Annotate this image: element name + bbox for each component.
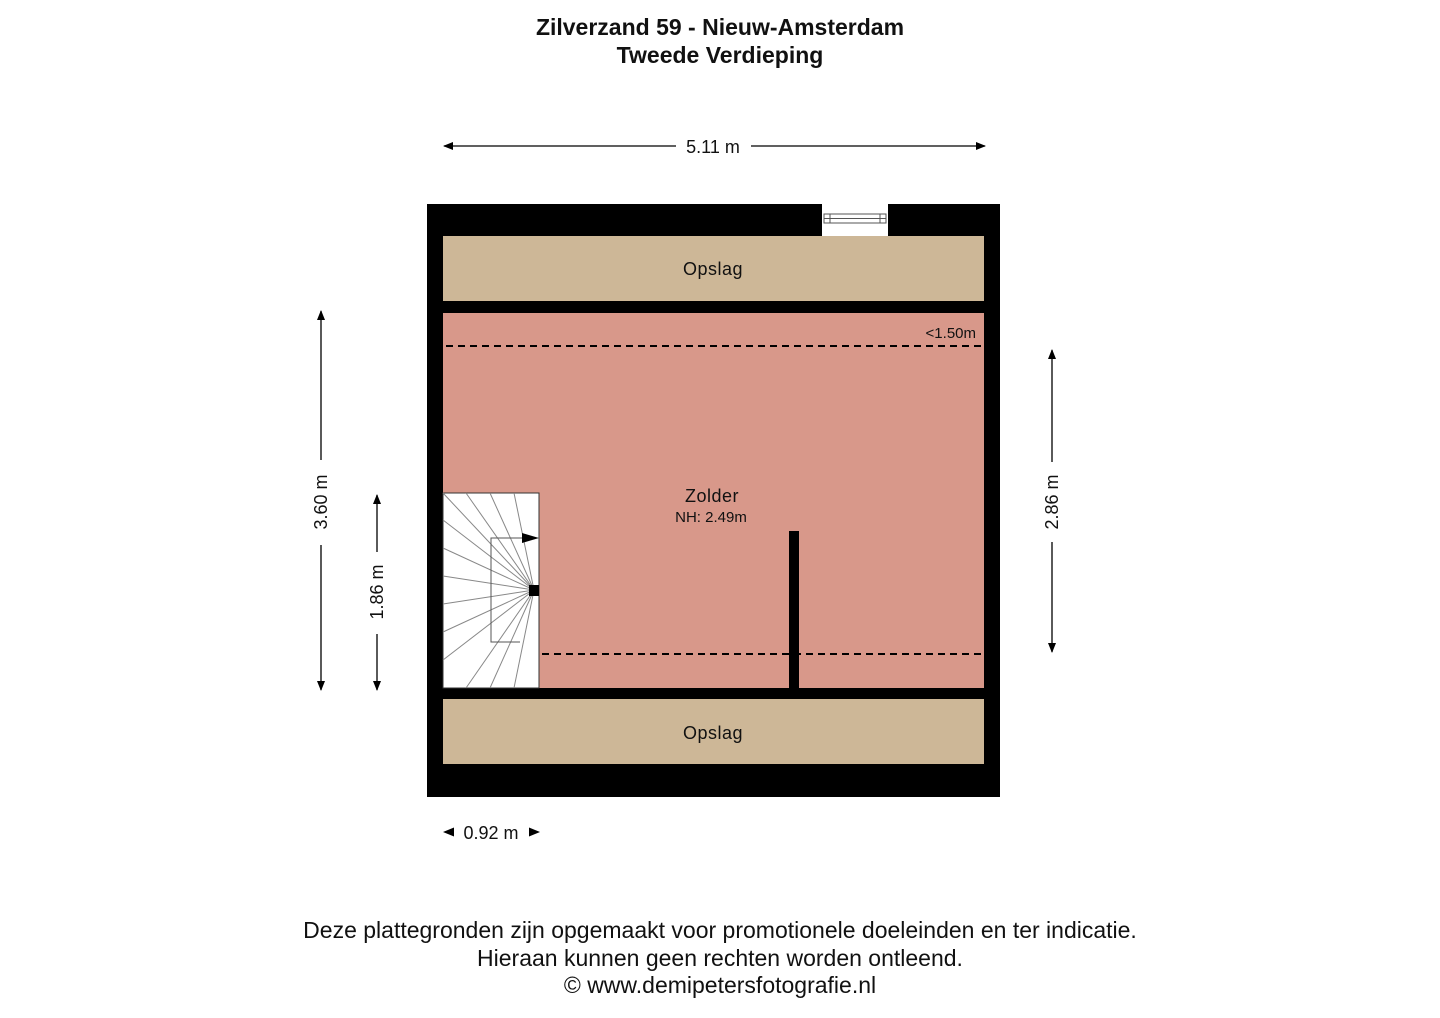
dim-label-stair-width: 0.92 m xyxy=(463,823,519,843)
floor-subtitle: Tweede Verdieping xyxy=(616,42,824,68)
staircase xyxy=(443,493,539,688)
dim-label-right: 2.86 m xyxy=(1042,474,1062,530)
storage-label-bottom: Opslag xyxy=(682,723,744,743)
stair-newel-post xyxy=(529,585,539,596)
storage-label-top: Opslag xyxy=(682,259,744,279)
dim-arrow-stair-width-left xyxy=(443,828,454,837)
disclaimer-line-1: Deze plattegronden zijn opgemaakt voor promotionele doeleinden en ter indicatie. xyxy=(303,917,1137,943)
dim-label-depth: 3.60 m xyxy=(311,474,331,530)
dim-label-width: 5.11 m xyxy=(686,137,740,157)
attic-label: Zolder xyxy=(684,486,740,506)
low-ceiling-label: <1.50m xyxy=(925,325,976,342)
page-title: Zilverzand 59 - Nieuw-Amsterdam xyxy=(535,14,905,40)
dim-arrow-stair-width-right xyxy=(529,828,540,837)
attic-height-label: NH: 2.49m xyxy=(675,509,747,526)
copyright-line: © www.demipetersfotografie.nl xyxy=(563,972,877,998)
dim-label-stair-length: 1.86 m xyxy=(367,564,387,620)
window-icon xyxy=(824,214,886,223)
disclaimer-line-2: Hieraan kunnen geen rechten worden ontleend. xyxy=(477,945,963,971)
interior-wall xyxy=(789,531,799,691)
